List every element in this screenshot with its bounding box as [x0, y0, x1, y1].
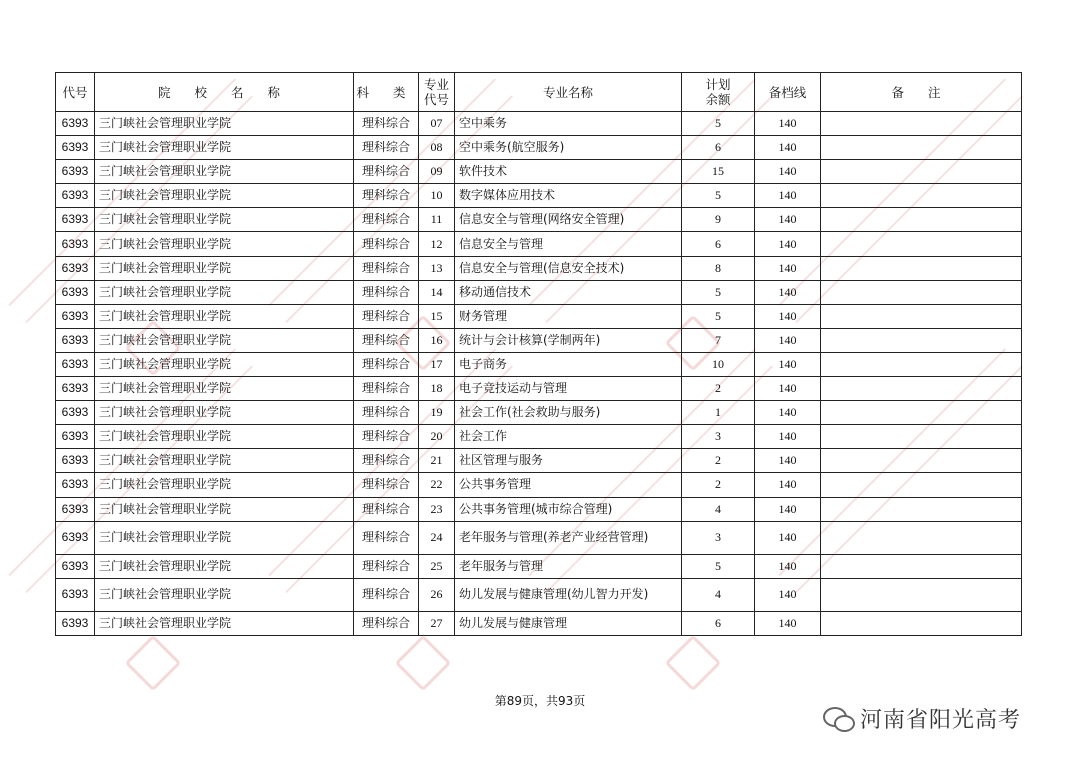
- plan-cell: 9: [682, 208, 755, 232]
- major-name-cell: 信息安全与管理(信息安全技术): [455, 256, 682, 280]
- note-cell: [821, 256, 1022, 280]
- major-code-cell: 23: [419, 497, 455, 521]
- line-cell: 140: [755, 352, 821, 376]
- major-code-cell: 07: [419, 112, 455, 136]
- note-cell: [821, 401, 1022, 425]
- header-major-code-line1: 专业: [423, 77, 449, 92]
- plan-cell: 2: [682, 473, 755, 497]
- category-cell: 理科综合: [354, 611, 419, 635]
- table-row: [56, 425, 1022, 449]
- school-cell: 三门峡社会管理职业学院: [95, 554, 354, 578]
- school-cell: 三门峡社会管理职业学院: [95, 611, 354, 635]
- category-cell: 理科综合: [354, 352, 419, 376]
- code-cell: 6393: [56, 578, 95, 611]
- table-row: [56, 352, 1022, 376]
- category-cell: 理科综合: [354, 473, 419, 497]
- note-cell: [821, 304, 1022, 328]
- plan-cell: 6: [682, 232, 755, 256]
- wechat-icon: [822, 704, 854, 732]
- table-row: [56, 160, 1022, 184]
- code-cell: 6393: [56, 208, 95, 232]
- code-cell: 6393: [56, 449, 95, 473]
- table-row: [56, 521, 1022, 554]
- code-cell: 6393: [56, 611, 95, 635]
- major-code-cell: 13: [419, 256, 455, 280]
- category-cell: 理科综合: [354, 232, 419, 256]
- major-code-cell: 08: [419, 136, 455, 160]
- note-cell: [821, 377, 1022, 401]
- table-row: [56, 401, 1022, 425]
- school-cell: 三门峡社会管理职业学院: [95, 401, 354, 425]
- table-row: [56, 554, 1022, 578]
- header-note: 备 注: [821, 73, 1022, 112]
- category-cell: 理科综合: [354, 554, 419, 578]
- table-row: [56, 473, 1022, 497]
- note-cell: [821, 497, 1022, 521]
- header-plan-line2: 余额: [705, 92, 731, 107]
- major-name-cell: 公共事务管理(城市综合管理): [455, 497, 682, 521]
- school-cell: 三门峡社会管理职业学院: [95, 328, 354, 352]
- school-cell: 三门峡社会管理职业学院: [95, 377, 354, 401]
- note-cell: [821, 449, 1022, 473]
- note-cell: [821, 232, 1022, 256]
- major-code-cell: 26: [419, 578, 455, 611]
- major-code-cell: 15: [419, 304, 455, 328]
- school-cell: 三门峡社会管理职业学院: [95, 449, 354, 473]
- header-code: 代号: [56, 73, 95, 112]
- admission-table-container: [55, 72, 1021, 636]
- line-cell: 140: [755, 377, 821, 401]
- category-cell: 理科综合: [354, 377, 419, 401]
- school-cell: 三门峡社会管理职业学院: [95, 256, 354, 280]
- plan-cell: 5: [682, 184, 755, 208]
- major-name-cell: 社会工作(社会救助与服务): [455, 401, 682, 425]
- code-cell: 6393: [56, 473, 95, 497]
- line-cell: 140: [755, 112, 821, 136]
- watermark-logo-icon: [395, 635, 452, 692]
- category-cell: 理科综合: [354, 449, 419, 473]
- category-cell: 理科综合: [354, 304, 419, 328]
- note-cell: [821, 425, 1022, 449]
- header-major-name: 专业名称: [455, 73, 682, 112]
- table-row: [56, 232, 1022, 256]
- table-row: [56, 497, 1022, 521]
- table-row: [56, 449, 1022, 473]
- plan-cell: 5: [682, 554, 755, 578]
- plan-cell: 7: [682, 328, 755, 352]
- school-cell: 三门峡社会管理职业学院: [95, 425, 354, 449]
- major-name-cell: 公共事务管理: [455, 473, 682, 497]
- category-cell: 理科综合: [354, 578, 419, 611]
- line-cell: 140: [755, 232, 821, 256]
- code-cell: 6393: [56, 304, 95, 328]
- table-row: [56, 136, 1022, 160]
- table-row: [56, 304, 1022, 328]
- note-cell: [821, 136, 1022, 160]
- plan-cell: 6: [682, 136, 755, 160]
- code-cell: 6393: [56, 184, 95, 208]
- school-cell: 三门峡社会管理职业学院: [95, 521, 354, 554]
- category-cell: 理科综合: [354, 184, 419, 208]
- major-code-cell: 10: [419, 184, 455, 208]
- line-cell: 140: [755, 521, 821, 554]
- plan-cell: 2: [682, 377, 755, 401]
- header-major-code-line2: 代号: [423, 92, 449, 107]
- code-cell: 6393: [56, 232, 95, 256]
- plan-cell: 8: [682, 256, 755, 280]
- note-cell: [821, 280, 1022, 304]
- code-cell: 6393: [56, 425, 95, 449]
- table-row: [56, 377, 1022, 401]
- major-code-cell: 18: [419, 377, 455, 401]
- major-code-cell: 25: [419, 554, 455, 578]
- header-category: 科 类: [354, 73, 419, 112]
- watermark-logo-icon: [665, 635, 722, 692]
- line-cell: 140: [755, 473, 821, 497]
- header-school: 院 校 名 称: [95, 73, 354, 112]
- category-cell: 理科综合: [354, 112, 419, 136]
- line-cell: 140: [755, 208, 821, 232]
- school-cell: 三门峡社会管理职业学院: [95, 184, 354, 208]
- major-name-cell: 统计与会计核算(学制两年): [455, 328, 682, 352]
- major-code-cell: 14: [419, 280, 455, 304]
- school-cell: 三门峡社会管理职业学院: [95, 304, 354, 328]
- category-cell: 理科综合: [354, 136, 419, 160]
- school-cell: 三门峡社会管理职业学院: [95, 232, 354, 256]
- school-cell: 三门峡社会管理职业学院: [95, 208, 354, 232]
- header-line: 备档线: [755, 73, 821, 112]
- plan-cell: 3: [682, 521, 755, 554]
- table-header-row: [56, 73, 1022, 112]
- code-cell: 6393: [56, 521, 95, 554]
- table-row: [56, 328, 1022, 352]
- major-name-cell: 幼儿发展与健康管理(幼儿智力开发): [455, 578, 682, 611]
- major-name-cell: 信息安全与管理(网络安全管理): [455, 208, 682, 232]
- note-cell: [821, 328, 1022, 352]
- school-cell: 三门峡社会管理职业学院: [95, 160, 354, 184]
- line-cell: 140: [755, 136, 821, 160]
- school-cell: 三门峡社会管理职业学院: [95, 497, 354, 521]
- line-cell: 140: [755, 401, 821, 425]
- major-name-cell: 幼儿发展与健康管理: [455, 611, 682, 635]
- note-cell: [821, 112, 1022, 136]
- table-row: [56, 611, 1022, 635]
- header-major-code: [419, 73, 455, 112]
- major-code-cell: 24: [419, 521, 455, 554]
- line-cell: 140: [755, 611, 821, 635]
- line-cell: 140: [755, 184, 821, 208]
- school-cell: 三门峡社会管理职业学院: [95, 352, 354, 376]
- plan-cell: 3: [682, 425, 755, 449]
- code-cell: 6393: [56, 136, 95, 160]
- line-cell: 140: [755, 280, 821, 304]
- major-name-cell: 空中乘务(航空服务): [455, 136, 682, 160]
- admission-table: [55, 72, 1022, 636]
- plan-cell: 4: [682, 578, 755, 611]
- code-cell: 6393: [56, 352, 95, 376]
- major-name-cell: 社会工作: [455, 425, 682, 449]
- major-name-cell: 电子商务: [455, 352, 682, 376]
- plan-cell: 15: [682, 160, 755, 184]
- code-cell: 6393: [56, 377, 95, 401]
- major-code-cell: 19: [419, 401, 455, 425]
- note-cell: [821, 473, 1022, 497]
- line-cell: 140: [755, 304, 821, 328]
- school-cell: 三门峡社会管理职业学院: [95, 280, 354, 304]
- table-row: [56, 578, 1022, 611]
- plan-cell: 4: [682, 497, 755, 521]
- category-cell: 理科综合: [354, 425, 419, 449]
- plan-cell: 5: [682, 280, 755, 304]
- major-code-cell: 20: [419, 425, 455, 449]
- major-name-cell: 财务管理: [455, 304, 682, 328]
- plan-cell: 10: [682, 352, 755, 376]
- major-name-cell: 软件技术: [455, 160, 682, 184]
- category-cell: 理科综合: [354, 280, 419, 304]
- line-cell: 140: [755, 256, 821, 280]
- note-cell: [821, 352, 1022, 376]
- line-cell: 140: [755, 497, 821, 521]
- wechat-brand: [822, 700, 1021, 736]
- code-cell: 6393: [56, 328, 95, 352]
- page-number: 第89页，共93页: [494, 694, 586, 708]
- major-code-cell: 09: [419, 160, 455, 184]
- major-name-cell: 空中乘务: [455, 112, 682, 136]
- note-cell: [821, 611, 1022, 635]
- watermark-logo-icon: [125, 635, 182, 692]
- brand-text: 河南省阳光高考: [860, 707, 1022, 733]
- code-cell: 6393: [56, 160, 95, 184]
- code-cell: 6393: [56, 497, 95, 521]
- line-cell: 140: [755, 449, 821, 473]
- category-cell: 理科综合: [354, 401, 419, 425]
- school-cell: 三门峡社会管理职业学院: [95, 136, 354, 160]
- line-cell: 140: [755, 425, 821, 449]
- major-name-cell: 社区管理与服务: [455, 449, 682, 473]
- note-cell: [821, 184, 1022, 208]
- major-code-cell: 12: [419, 232, 455, 256]
- major-name-cell: 老年服务与管理: [455, 554, 682, 578]
- school-cell: 三门峡社会管理职业学院: [95, 112, 354, 136]
- note-cell: [821, 208, 1022, 232]
- major-code-cell: 17: [419, 352, 455, 376]
- note-cell: [821, 578, 1022, 611]
- table-row: [56, 208, 1022, 232]
- line-cell: 140: [755, 554, 821, 578]
- major-name-cell: 数字媒体应用技术: [455, 184, 682, 208]
- table-body: [56, 112, 1022, 636]
- major-code-cell: 27: [419, 611, 455, 635]
- category-cell: 理科综合: [354, 160, 419, 184]
- plan-cell: 5: [682, 112, 755, 136]
- line-cell: 140: [755, 578, 821, 611]
- plan-cell: 1: [682, 401, 755, 425]
- major-code-cell: 11: [419, 208, 455, 232]
- table-row: [56, 184, 1022, 208]
- note-cell: [821, 554, 1022, 578]
- plan-cell: 2: [682, 449, 755, 473]
- plan-cell: 5: [682, 304, 755, 328]
- major-code-cell: 16: [419, 328, 455, 352]
- school-cell: 三门峡社会管理职业学院: [95, 473, 354, 497]
- note-cell: [821, 521, 1022, 554]
- category-cell: 理科综合: [354, 328, 419, 352]
- major-name-cell: 老年服务与管理(养老产业经营管理): [455, 521, 682, 554]
- table-row: [56, 112, 1022, 136]
- note-cell: [821, 160, 1022, 184]
- table-row: [56, 256, 1022, 280]
- major-code-cell: 21: [419, 449, 455, 473]
- major-code-cell: 22: [419, 473, 455, 497]
- line-cell: 140: [755, 160, 821, 184]
- line-cell: 140: [755, 328, 821, 352]
- category-cell: 理科综合: [354, 521, 419, 554]
- major-name-cell: 移动通信技术: [455, 280, 682, 304]
- category-cell: 理科综合: [354, 256, 419, 280]
- category-cell: 理科综合: [354, 497, 419, 521]
- header-plan: [682, 73, 755, 112]
- table-row: [56, 280, 1022, 304]
- code-cell: 6393: [56, 280, 95, 304]
- plan-cell: 6: [682, 611, 755, 635]
- category-cell: 理科综合: [354, 208, 419, 232]
- school-cell: 三门峡社会管理职业学院: [95, 578, 354, 611]
- code-cell: 6393: [56, 401, 95, 425]
- code-cell: 6393: [56, 554, 95, 578]
- code-cell: 6393: [56, 112, 95, 136]
- major-name-cell: 电子竞技运动与管理: [455, 377, 682, 401]
- header-plan-line1: 计划: [705, 77, 731, 92]
- code-cell: 6393: [56, 256, 95, 280]
- major-name-cell: 信息安全与管理: [455, 232, 682, 256]
